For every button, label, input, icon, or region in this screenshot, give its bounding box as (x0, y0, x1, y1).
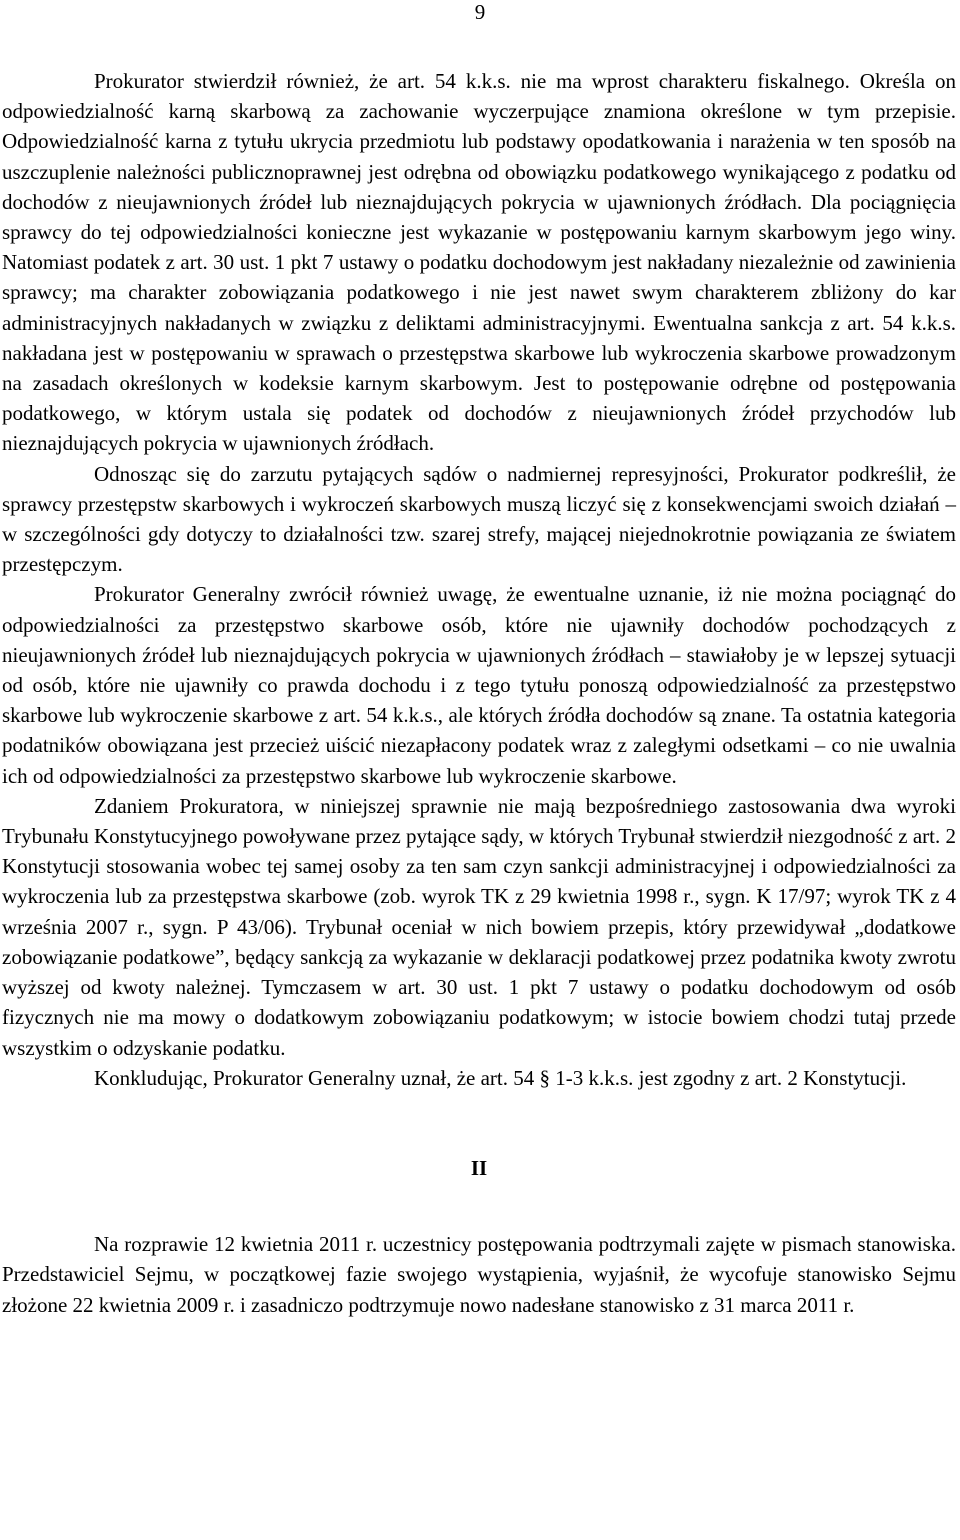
document-body (2, 66, 956, 1320)
paragraph-attention: Prokurator Generalny zwrócił również uwagę, że ewentualne uznanie, iż nie można pociągnąć do odpowiedzialności za przestępstwo skarbowe osób, które nie ujawniły dochodów pochodzących z nieujawnionych źródeł lub nieznajdujących pokrycia w ujawnionych źródłach – stawiałoby je w lepszej sytuacji od osób, które nie ujawniły co prawda dochodu i z tego tytułu ponoszą odpowiedzialność za przestępstwo skarbowe lub wykroczenie skarbowe z art. 54 k.k.s., ale których źródła dochodów są znane. Ta ostatnia kategoria podatników obowiązana jest przecież uiścić niezapłacony podatek wraz z zaległymi odsetkami – co nie uwalnia ich od odpowiedzialności za przestępstwo skarbowe lub wykroczenie skarbowe. (2, 582, 956, 788)
paragraph-hearing: Na rozprawie 12 kwietnia 2011 r. uczestnicy postępowania podtrzymali zajęte w pismach stanowiska. Przedstawiciel Sejmu, w początkowej fazie swojego wystąpienia, wyjaśnił, że wycofuje stanowisko Sejmu złożone 22 kwietnia 2009 r. i zasadniczo podtrzymuje nowo nadesłane stanowisko z 31 marca 2011 r. (2, 1232, 956, 1317)
section-heading: II (470, 1155, 488, 1180)
page-number: 9 (474, 0, 486, 24)
paragraph-conclusion: Konkludując, Prokurator Generalny uznał, że art. 54 § 1-3 k.k.s. jest zgodny z art. 2 Konstytucji. (94, 1065, 907, 1090)
paragraph-repressiveness: Odnosząc się do zarzutu pytających sądów o nadmiernej represyjności, Prokurator podkreślił, że sprawcy przestępstw skarbowych i wykroczeń skarbowych muszą liczyć się z konsekwencjami swoich działań – w szczególności gdy dotyczy to działalności tzw. szarej strefy, mającej niejednokrotnie powiązania ze światem przestępczym. (2, 461, 956, 577)
paragraph-prosecutor-statement: Prokurator stwierdził również, że art. 54 k.k.s. nie ma wprost charakteru fiskalnego. Określa on odpowiedzialność karną skarbową za zachowanie wyczerpujące znamiona określone w tym przepisie. Odpowiedzialność karna z tytułu ukrycia przedmiotu lub podstawy opodatkowania i narażenia w ten sposób na uszczuplenie należności publicznoprawnej jest odrębna od obowiązku podatkowego wynikającego z podatku od dochodów z nieujawnionych źródeł lub nieznajdujących pokrycia w ujawnionych źródłach. Dla pociągnięcia sprawcy do tej odpowiedzialności konieczne jest wykazanie w postępowaniu karnym skarbowym jego winy. Natomiast podatek z art. 30 ust. 1 pkt 7 ustawy o podatku dochodowym jest nakładany niezależnie od zawinienia sprawcy; ma charakter zobowiązania podatkowego i nie jest nawet swym charakterem zbliżony do kar administracyjnych nakładanych w związku z deliktami administracyjnymi. Ewentualna sankcja z art. 54 k.k.s. nakładana jest w postępowaniu w sprawach o przestępstwa skarbowe lub wykroczenia skarbowe prowadzonym na zasadach określonych w kodeksie karnym skarbowym. Jest to postępowanie odrębne od postępowania podatkowego, w którym ustala się podatek od dochodów z nieujawnionych źródeł przychodów lub nieznajdujących pokrycia w ujawnionych źródłach. (2, 69, 956, 456)
paragraph-tribunal-judgments: Zdaniem Prokuratora, w niniejszej sprawnie nie mają bezpośredniego zastosowania dwa wyroki Trybunału Konstytucyjnego powoływane przez pytające sądy, w których Trybunał stwierdził niezgodność z art. 2 Konstytucji stosowania wobec tej samej osoby za ten sam czyn sankcji administracyjnej i odpowiedzialności za wykroczenia lub za przestępstwa skarbowe (zob. wyrok TK z 29 kwietnia 1998 r., sygn. K 17/97; wyrok TK z 4 września 2007 r., sygn. P 43/06). Trybunał oceniał w nich bowiem przepis, który przewidywał „dodatkowe zobowiązanie podatkowe”, będący sankcją za wykazanie w deklaracji podatkowej przez podatnika kwoty zwrotu wyższej od kwoty należnej. Tymczasem w art. 30 ust. 1 pkt 7 ustawy o podatku dochodowym od osób fizycznych nie ma mowy o dodatkowym zobowiązaniu podatkowym; w istocie bowiem chodzi tutaj przede wszystkim o odzyskanie podatku. (2, 793, 956, 1060)
